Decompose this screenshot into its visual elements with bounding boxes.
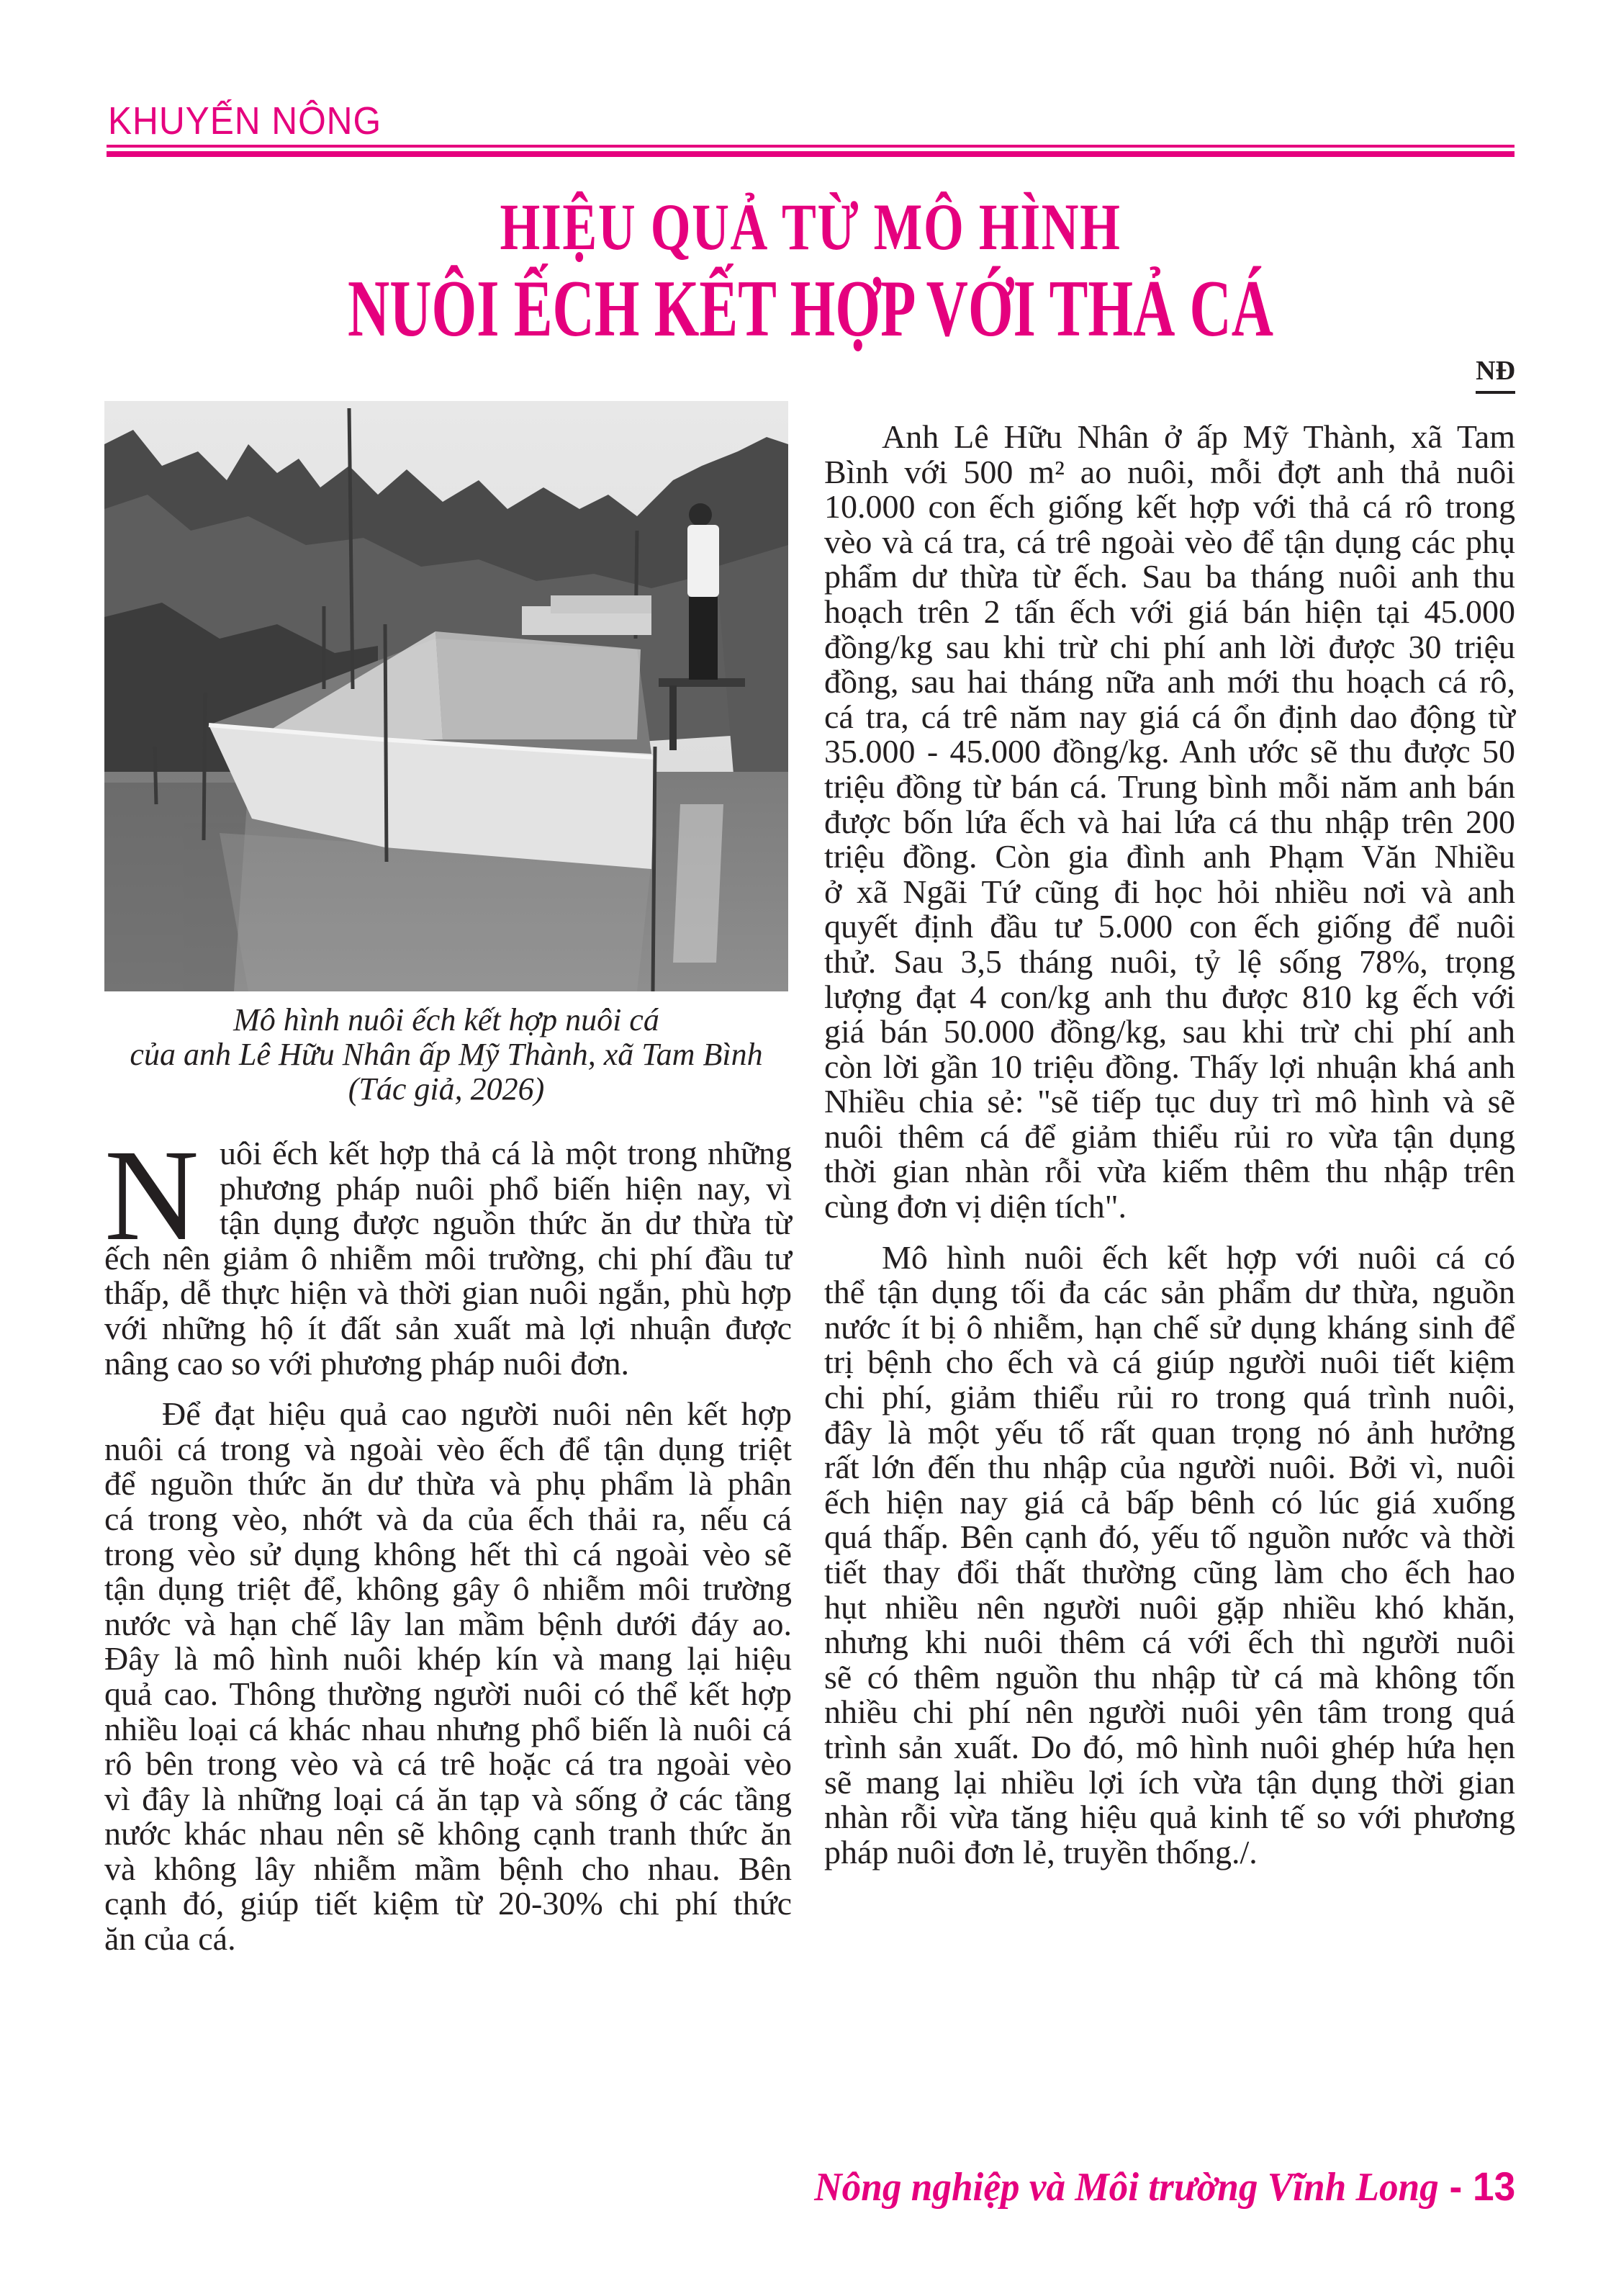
text-line: Bình với 500 m² ao nuôi, mỗi đợt anh thả nuôi	[824, 453, 1515, 490]
text-line: thể tận dụng tối đa các sản phẩm dư thừa, nguồn	[824, 1274, 1515, 1311]
frog-pen-photo	[104, 401, 788, 991]
text-line: ếch hiện nay giá cả bấp bênh có lúc giá xuống	[824, 1483, 1515, 1521]
text-line: triệu đồng từ bán cá. Trung bình mỗi năm anh bán	[824, 767, 1515, 805]
text-line: được bốn lứa ếch và hai lứa cá thu nhập trên 200	[824, 803, 1515, 840]
photo-caption	[101, 1003, 792, 1107]
text-line: ếch nên giảm ô nhiễm môi trường, chi phí đầu tư	[104, 1239, 792, 1277]
text-line: vèo và cá tra, cá trê ngoài vèo để tận dụng các phụ	[824, 523, 1515, 560]
right-column	[824, 420, 1515, 1870]
text-line: cạnh đó, giúp tiết kiệm từ 20-30% chi phí thức	[104, 1885, 792, 1922]
text-line: với những hộ ít đất sản xuất mà lợi nhuận được	[104, 1309, 792, 1346]
text-line: nuôi cá trong và ngoài vèo ếch để tận dụng triệt	[104, 1430, 792, 1467]
article-title-line-2: NUÔI ẾCH KẾT HỢP VỚI THẢ CÁ	[347, 264, 1274, 354]
text-line: nuôi thêm cá để giảm thiểu rủi ro vừa tận dụng	[824, 1117, 1515, 1155]
article-photo	[104, 401, 788, 991]
text-line: cùng đơn vị diện tích".	[824, 1188, 1127, 1225]
paragraph-gap	[104, 1381, 792, 1397]
text-line: giá bán 50.000 đồng/kg, sau khi trừ chi phí anh	[824, 1013, 1515, 1050]
text-line: lượng đạt 4 con/kg anh thu được 810 kg ếch với	[824, 978, 1515, 1015]
text-line: nhàn rỗi vừa tăng hiệu quả kinh tế so với phương	[824, 1798, 1515, 1836]
text-line: tiết thay đổi thất thường cũng làm cho ếch hao	[824, 1554, 1515, 1590]
intro-paragraph	[104, 1123, 792, 1382]
text-line: đồng/kg sau khi trừ chi phí anh lời được 30 triệu	[824, 628, 1515, 665]
author-byline: NĐ	[1476, 356, 1515, 394]
text-line: và không lây nhiễm mầm bệnh cho nhau. Bên	[104, 1850, 792, 1887]
text-line: 35.000 - 45.000 đồng/kg. Anh ước sẽ thu được 50	[824, 733, 1515, 770]
text-line: sẽ có thêm nguồn thu nhập từ cá mà không tốn	[824, 1658, 1515, 1696]
text-line: trình sản xuất. Do đó, mô hình nuôi ghép hứa hẹn	[824, 1728, 1515, 1765]
text-line: thời gian nhàn rỗi vừa kiếm thêm thu nhập trên	[824, 1153, 1515, 1190]
article-title-line-1: HIỆU QUẢ TỪ MÔ HÌNH	[500, 190, 1121, 264]
caption-line: Mô hình nuôi ếch kết hợp nuôi cá	[233, 1002, 659, 1037]
text-line: nước khác nhau nên sẽ không cạnh tranh thức ăn	[104, 1815, 792, 1852]
text-line: phương pháp nuôi phổ biến hiện nay, vì	[220, 1169, 792, 1207]
text-line: trong vèo sử dụng không hết thì cá ngoài vèo sẽ	[104, 1535, 792, 1572]
text-line: Mô hình nuôi ếch kết hợp với nuôi cá có	[882, 1238, 1515, 1276]
text-line: chi phí, giảm thiểu rủi ro trong quá trình nuôi,	[824, 1379, 1515, 1416]
text-line: cá trong vèo, nhớt và da của ếch thải ra, nếu cá	[104, 1500, 792, 1537]
text-line: để nguồn thức ăn dư thừa và phụ phẩm là phân	[104, 1465, 792, 1503]
text-line: thấp, dễ thực hiện và thời gian nuôi ngắn, phù hợp	[104, 1274, 792, 1312]
text-line: đây là một yếu tố rất quan trọng nó ảnh hưởng	[824, 1413, 1515, 1451]
text-line: nâng cao so với phương pháp nuôi đơn.	[104, 1344, 630, 1382]
body-paragraph	[104, 1397, 792, 1957]
text-line: nhiều loại cá khác nhau nhưng phổ biến là nuôi cá	[104, 1710, 792, 1747]
text-line: tận dụng triệt để, không gây ô nhiễm môi trường	[104, 1570, 792, 1608]
text-line: rất lớn đến thu nhập của người nuôi. Bởi vì, nuôi	[824, 1449, 1515, 1486]
text-line: ở xã Ngãi Tứ cũng đi học hỏi nhiều nơi và anh	[824, 873, 1515, 910]
body-paragraph	[824, 420, 1515, 1225]
header-rule-thick	[107, 151, 1515, 157]
text-line: rô bên trong vèo và cá trê hoặc cá tra ngoài vèo	[104, 1745, 792, 1783]
text-line: quyết định đầu tư 5.000 con ếch giống để nuôi	[824, 908, 1515, 945]
text-line: thử. Sau 3,5 tháng nuôi, tỷ lệ sống 78%, trọng	[824, 942, 1515, 980]
footer-separator: -	[1438, 2164, 1473, 2209]
page-footer	[814, 2164, 1515, 2210]
caption-line: (Tác giả, 2026)	[348, 1071, 545, 1107]
text-line: 10.000 con ếch giống kết hợp với thả cá rô trong	[824, 488, 1515, 526]
drop-cap: N	[104, 1123, 199, 1268]
header-rule-thin	[107, 145, 1515, 148]
text-line: ăn của cá.	[104, 1920, 236, 1958]
text-line: Để đạt hiệu quả cao người nuôi nên kết hợp	[162, 1395, 792, 1433]
page-number: 13	[1472, 2164, 1515, 2209]
text-line: nhưng khi nuôi thêm cá với ếch thì người nuôi	[824, 1624, 1515, 1661]
text-line: cá tra, cá trê năm nay giá cá ổn định dao động từ	[824, 698, 1515, 735]
text-line: nước và hạn chế lây lan mầm bệnh dưới đáy ao.	[104, 1605, 792, 1642]
text-line: quá thấp. Bên cạnh đó, yếu tố nguồn nước và thời	[824, 1518, 1515, 1556]
text-line: còn lời gần 10 triệu đồng. Thấy lợi nhuận khá anh	[824, 1048, 1515, 1085]
body-paragraph	[824, 1238, 1515, 1870]
text-line: uôi ếch kết hợp thả cá là một trong những	[220, 1135, 792, 1171]
caption-line: của anh Lê Hữu Nhân ấp Mỹ Thành, xã Tam Bình	[130, 1037, 763, 1072]
text-line: tận dụng được nguồn thức ăn dư thừa từ	[220, 1205, 792, 1242]
text-line: Nhiều chia sẻ: "sẽ tiếp tục duy trì mô hình và sẽ	[824, 1083, 1515, 1120]
text-line: sẽ mang lại nhiều lợi ích vừa tận dụng thời gian	[824, 1763, 1515, 1801]
paragraph-gap	[824, 1225, 1515, 1241]
text-line: quả cao. Thông thường người nuôi có thể kết hợp	[104, 1675, 792, 1712]
text-line: hụt nhiều nên người nuôi gặp nhiều khó khăn,	[824, 1588, 1515, 1626]
publication-name: Nông nghiệp và Môi trường Vĩnh Long	[814, 2165, 1439, 2210]
text-line: Anh Lê Hữu Nhân ở ấp Mỹ Thành, xã Tam	[882, 418, 1515, 455]
text-line: hoạch trên 2 tấn ếch với giá bán hiện tại 45.000	[824, 593, 1515, 630]
text-line: vì đây là những loại cá ăn tạp và sống ở các tầng	[104, 1780, 792, 1817]
text-line: nhiều chi phí nên người nuôi yên tâm trong quá	[824, 1693, 1515, 1731]
text-line: phẩm dư thừa từ ếch. Sau ba tháng nuôi anh thu	[824, 558, 1515, 595]
text-line: nước ít bị ô nhiễm, hạn chế sử dụng kháng sinh để	[824, 1308, 1515, 1346]
text-line: pháp nuôi đơn lẻ, truyền thống./.	[824, 1833, 1258, 1870]
text-line: Đây là mô hình nuôi khép kín và mang lại hiệu	[104, 1640, 792, 1678]
section-label: KHUYẾN NÔNG	[108, 99, 382, 143]
text-line: triệu đồng. Còn gia đình anh Phạm Văn Nhiều	[824, 838, 1515, 875]
text-line: trị bệnh cho ếch và cá giúp người nuôi tiết kiệm	[824, 1343, 1515, 1381]
text-line: đồng, sau hai tháng nữa anh mới thu hoạch cá rô,	[824, 663, 1515, 701]
left-column	[104, 1123, 792, 1958]
